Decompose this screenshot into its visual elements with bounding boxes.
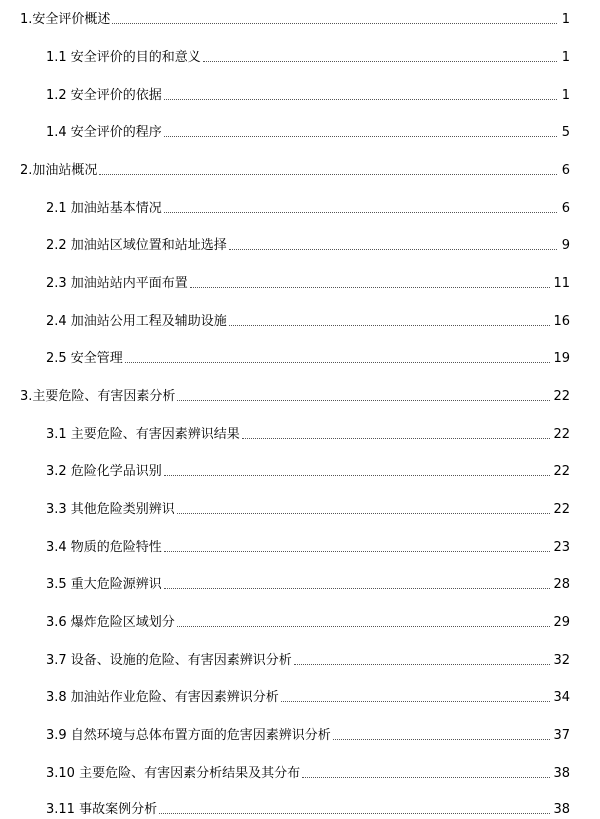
- toc-entry-title: 1.4 安全评价的程序: [46, 125, 162, 140]
- dot-leader: [164, 550, 551, 552]
- toc-entry-title: 2.加油站概况: [20, 163, 98, 178]
- toc-entry-page: 22: [553, 389, 570, 404]
- toc-entry-page: 28: [553, 577, 570, 592]
- toc-entry[interactable]: [0, 232, 600, 254]
- dot-leader: [125, 361, 551, 363]
- dot-leader: [229, 324, 551, 326]
- toc-entry[interactable]: [0, 44, 600, 66]
- toc-entry-page: 37: [553, 728, 570, 743]
- toc-entry[interactable]: [0, 684, 600, 706]
- dot-leader: [164, 211, 557, 213]
- toc-entry-title: 2.4 加油站公用工程及辅助设施: [46, 314, 227, 329]
- toc-entry[interactable]: [0, 6, 600, 28]
- toc-entry-title: 3.2 危险化学品识别: [46, 464, 162, 479]
- toc-entry-title: 3.1 主要危险、有害因素辨识结果: [46, 427, 240, 442]
- toc-entry-page: 22: [553, 427, 570, 442]
- toc-entry[interactable]: [0, 157, 600, 179]
- toc-entry-page: 1: [561, 88, 570, 103]
- toc-entry-page: 22: [553, 464, 570, 479]
- toc-entry[interactable]: [0, 383, 600, 405]
- toc-entry-page: 34: [553, 690, 570, 705]
- toc-entry[interactable]: [0, 195, 600, 217]
- dot-leader: [177, 625, 551, 627]
- toc-entry-page: 1: [561, 12, 570, 27]
- toc-entry-title: 3.10 主要危险、有害因素分析结果及其分布: [46, 766, 301, 781]
- toc-entry[interactable]: [0, 496, 600, 518]
- toc-entry-title: 2.5 安全管理: [46, 351, 123, 366]
- toc-entry-title: 1.安全评价概述: [20, 12, 111, 27]
- toc-entry-page: 11: [553, 276, 570, 291]
- dot-leader: [164, 98, 557, 100]
- dot-leader: [333, 738, 551, 740]
- toc-entry[interactable]: [0, 458, 600, 480]
- dot-leader: [281, 700, 551, 702]
- dot-leader: [177, 399, 550, 401]
- toc-entry-page: 1: [561, 50, 570, 65]
- toc-entry[interactable]: [0, 571, 600, 593]
- toc-entry-title: 3.主要危险、有害因素分析: [20, 389, 176, 404]
- toc-entry[interactable]: [0, 647, 600, 669]
- toc-entry-page: 22: [553, 502, 570, 517]
- toc-entry-title: 1.1 安全评价的目的和意义: [46, 50, 201, 65]
- toc-entry-page: 9: [561, 238, 570, 253]
- dot-leader: [112, 22, 557, 24]
- toc-entry[interactable]: [0, 796, 600, 818]
- toc-entry-title: 3.5 重大危险源辨识: [46, 577, 162, 592]
- dot-leader: [164, 587, 551, 589]
- toc-entry-page: 32: [553, 653, 570, 668]
- dot-leader: [159, 812, 550, 814]
- toc-entry-page: 38: [553, 766, 570, 781]
- dot-leader: [203, 60, 557, 62]
- toc-entry-title: 3.9 自然环境与总体布置方面的危害因素辨识分析: [46, 728, 331, 743]
- toc-entry[interactable]: [0, 722, 600, 744]
- toc-entry-page: 29: [553, 615, 570, 630]
- toc-entry-title: 3.11 事故案例分析: [46, 802, 158, 817]
- toc-entry[interactable]: [0, 308, 600, 330]
- toc-entry-page: 6: [561, 201, 570, 216]
- toc-entry-page: 38: [553, 802, 570, 817]
- toc-entry-title: 3.4 物质的危险特性: [46, 540, 162, 555]
- toc-entry-title: 3.8 加油站作业危险、有害因素辨识分析: [46, 690, 279, 705]
- toc-entry-page: 16: [553, 314, 570, 329]
- dot-leader: [302, 776, 550, 778]
- dot-leader: [242, 437, 551, 439]
- dot-leader: [177, 512, 551, 514]
- toc-entry[interactable]: [0, 82, 600, 104]
- toc-entry-page: 6: [561, 163, 570, 178]
- toc-entry-title: 3.7 设备、设施的危险、有害因素辨识分析: [46, 653, 292, 668]
- toc-entry-page: 19: [553, 351, 570, 366]
- toc-entry[interactable]: [0, 345, 600, 367]
- dot-leader: [229, 248, 557, 250]
- toc-entry-title: 2.3 加油站站内平面布置: [46, 276, 188, 291]
- toc-entry-title: 3.6 爆炸危险区域划分: [46, 615, 175, 630]
- dot-leader: [294, 663, 551, 665]
- toc-entry-title: 1.2 安全评价的依据: [46, 88, 162, 103]
- toc-entry[interactable]: [0, 760, 600, 782]
- toc-entry[interactable]: [0, 534, 600, 556]
- dot-leader: [99, 173, 557, 175]
- dot-leader: [164, 474, 551, 476]
- toc-entry-page: 5: [561, 125, 570, 140]
- toc-entry[interactable]: [0, 119, 600, 141]
- toc-entry-title: 2.2 加油站区域位置和站址选择: [46, 238, 227, 253]
- dot-leader: [164, 135, 557, 137]
- toc-entry-title: 2.1 加油站基本情况: [46, 201, 162, 216]
- dot-leader: [190, 286, 551, 288]
- toc-entry[interactable]: [0, 609, 600, 631]
- toc-entry[interactable]: [0, 270, 600, 292]
- toc-entry-title: 3.3 其他危险类别辨识: [46, 502, 175, 517]
- toc-entry[interactable]: [0, 421, 600, 443]
- toc-entry-page: 23: [553, 540, 570, 555]
